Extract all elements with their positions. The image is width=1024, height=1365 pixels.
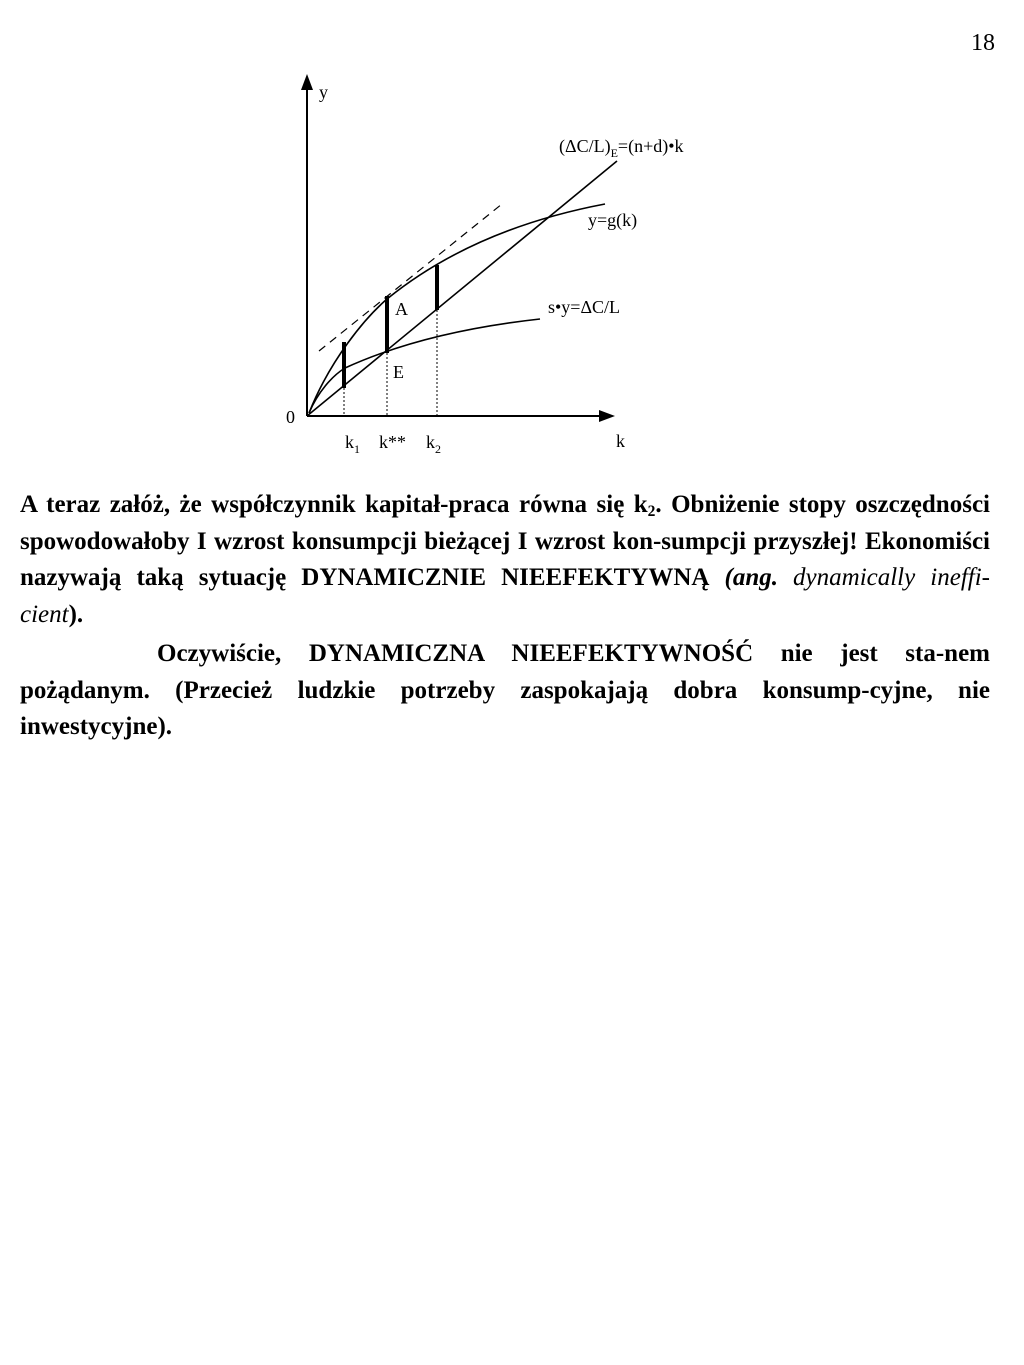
production-curve-label: y=g(k) [588, 210, 638, 230]
depreciation-line [307, 161, 617, 416]
paragraph-2: Oczywiście, DYNAMICZNA NIEEFEKTYWNOŚĆ nie jest sta-nem pożądanym. (Przecież ludzkie potrzeby zaspokajają dobra konsump-cyjne, nie inwestycyjne). [20, 640, 990, 740]
depreciation-line-label: $(\Delta C/L)_E=(n+d)•k$ [559, 136, 684, 160]
x-axis-arrow [599, 410, 615, 422]
page-number: 18 [971, 30, 995, 56]
k1-label: $k_1$ [345, 432, 360, 456]
ang-abbrev: ang. [732, 564, 778, 591]
paren-open: ( [724, 564, 733, 591]
solow-diagram [0, 0, 1024, 470]
english-translation: dynamically ineffi-cient [20, 564, 990, 628]
k2-label: $k_2$ [426, 432, 441, 456]
body-text [20, 487, 990, 746]
kstar-label: k** [379, 432, 406, 452]
origin-label: 0 [286, 407, 295, 427]
depreciation-line-label-sub: E [610, 146, 618, 160]
savings-curve-label: s•y=ΔC/L [548, 297, 621, 317]
point-a-label: A [395, 299, 408, 319]
paragraph-1 [20, 487, 990, 633]
paragraph-1-part-2: . Obniżenie stopy oszczędności spowodowałoby I wzrost konsumpcji bieżącej I wzrost kon-sumpcji przyszłej! Ekonomiści nazywają taką sytuację DYNAMICZNIE NIEEFEKTYWNĄ [20, 491, 990, 591]
paren-close: ). [68, 600, 84, 628]
x-axis-label: k [616, 431, 625, 451]
k2-label-sub: 2 [435, 442, 441, 456]
point-e-label: E [393, 362, 404, 382]
k2-subscript: 2 [647, 502, 656, 520]
y-axis-arrow [301, 74, 313, 90]
y-axis-label: y [319, 82, 328, 102]
paragraph-1-part-1: A teraz załóż, że współczynnik kapitał-praca równa się k [20, 491, 648, 518]
k1-label-sub: 1 [354, 442, 360, 456]
